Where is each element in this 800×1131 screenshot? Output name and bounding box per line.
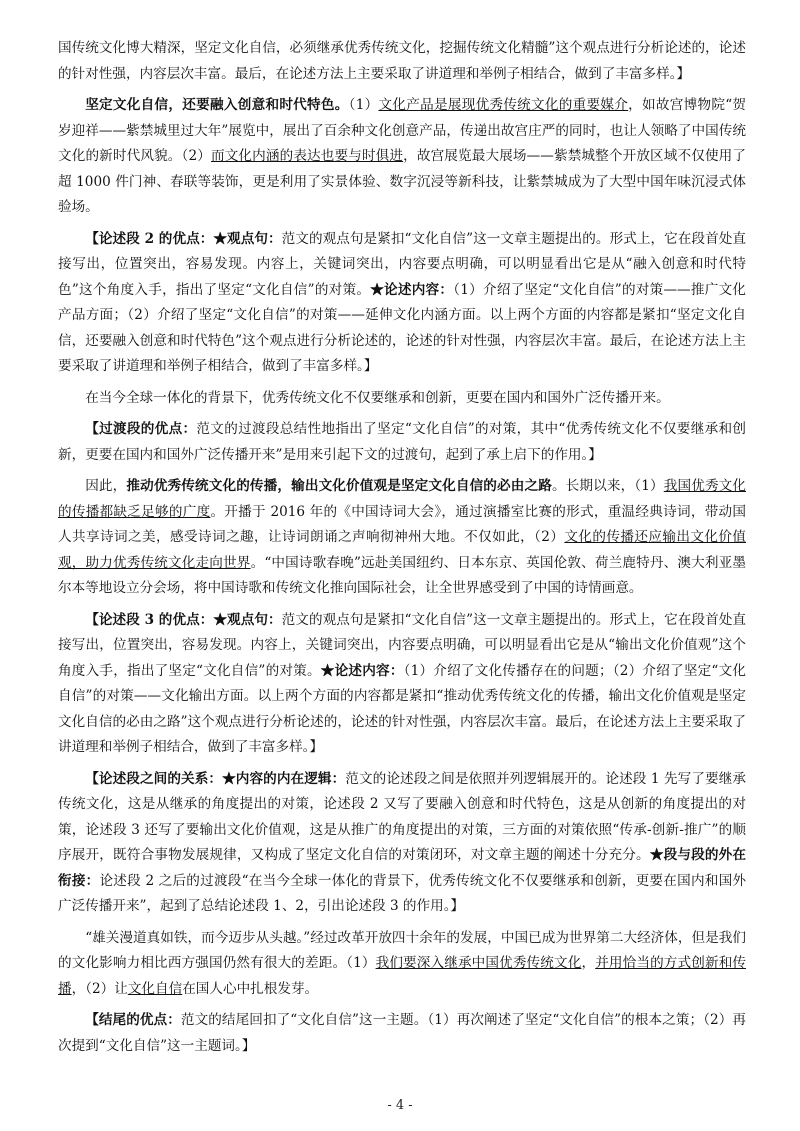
commentary-heading: 【论述段 2 的优点：★观点句： [85, 230, 282, 247]
commentary-heading: ★段与段的外在衔接： [58, 847, 747, 889]
text: 因此， [85, 478, 127, 494]
text: 。“中国诗歌春晚”远赴美国纽约、日本东京、英国伦敦、荷兰鹿特丹、澳大利亚墨尔本等地设立分会场，将中国诗歌和传统文化推向国际社会，让全世界感受到了中国的诗情画意。 [58, 554, 747, 596]
text: （1） [348, 97, 379, 113]
transition-commentary [58, 417, 746, 468]
underlined-point: 我们要深入继承中国优秀传统文化 [375, 955, 582, 971]
commentary-paragraph-3 [58, 608, 746, 761]
text: 范文的观点句是紧扣“文化自信”这一文章主题提出的。形式上，它在段首处直接写出，位置突出，容易发现。内容上，关键词突出，内容要点明确，可以明显看出它是从“融入创意和时代特色”这个角度入手，指出了坚定“文化自信”的对策。 [58, 230, 746, 298]
transition-paragraph [58, 386, 746, 412]
paragraph-1 [58, 36, 746, 87]
text: ，（2）让 [71, 980, 128, 997]
text: ，故宫展览最大展场——紫禁城整个开放区域不仅使用了超 1000 件门神、春联等装饰，更是利用了实景体验、数字沉浸等新科技，让紫禁城成为了大型中国年味沉浸式体验场。 [58, 148, 746, 215]
commentary-paragraph-2 [58, 227, 746, 380]
text: ， [581, 955, 596, 971]
argument-paragraph-2 [58, 93, 746, 221]
text: （1）介绍了坚定“文化自信”的对策——推广文化产品方面；（2）介绍了坚定“文化自信”的对策——延伸文化内涵方面。以上两个方面的内容都是紧扣“坚定文化自信，还要融入创意和时代特色”这个观点进行分析论述的，论述的针对性强，内容层次丰富。最后，在论述方法上主要采取了讲道理和举例子相结合，做到了丰富多样。】 [58, 281, 746, 374]
text: 范文的结尾回扣了“文化自信”这一主题。（1）再次阐述了坚定“文化自信”的根本之策；（2）再次提到“文化自信”这一主题词。】 [58, 1012, 747, 1054]
commentary-heading: ★论述内容： [370, 281, 454, 298]
underlined-point: 文化产品是展现优秀传统文化的重要媒介 [378, 97, 629, 113]
text: 在国人心中扎根发芽。 [182, 980, 319, 997]
topic-sentence: 推动优秀传统文化的传播，输出文化价值观是坚定文化自信的必由之路 [126, 478, 552, 494]
underlined-point: 文化自信 [127, 980, 183, 997]
commentary-heading: 【论述段 3 的优点：★观点句： [85, 611, 282, 628]
underlined-point: 并用恰当的方式创新和传播 [58, 955, 747, 997]
text: 在当今全球一体化的背景下，优秀传统文化不仅要继承和创新，更要在国内和国外广泛传播开来。 [85, 389, 670, 406]
topic-sentence: 坚定文化自信，还要融入创意和时代特色。 [85, 97, 349, 113]
document-body [58, 36, 746, 1065]
text: 。开播于 2016 年的《中国诗词大会》，通过演播室比赛的形式，重温经典诗词，带动国人共享诗词之美，感受诗词之趣，让诗词朗诵之声响彻神州大地。不仅如此，（2） [58, 503, 747, 545]
commentary-heading: 【结尾的优点： [85, 1012, 181, 1028]
commentary-heading: 【过渡段的优点： [85, 421, 197, 437]
underlined-point: 我国优秀文化的传播都缺乏足够的广度 [58, 478, 747, 520]
underlined-point: 文化的传播还应输出文化价值观，助力优秀传统文化走向世界 [58, 529, 746, 571]
text: 范文的论述段之间是依照并列逻辑展开的。论述段 1 先写了要继承传统文化，这是从继承的角度提出的对策，论述段 2 又写了要融入创意和时代特色，这是从创新的角度提出的对策，论述段 3 还写了要输出文化价值观，这是从推广的角度提出的对策，三方面的对策依照“传承-创新-推广”的顺序展开，既符合事物发展规律，又构成了坚定文化自信的对策闭环，对文章主题的阐述十分充分。 [58, 770, 746, 863]
conclusion-commentary [58, 1008, 746, 1059]
text: 范文的过渡段总结性地指出了坚定“文化自信”的对策，其中“优秀传统文化不仅要继承和创新，更要在国内和国外广泛传播开来”是用来引起下文的过渡句，起到了承上启下的作用。】 [58, 421, 746, 463]
underlined-point: 而文化内涵的表达也要与时俱进 [210, 148, 404, 164]
commentary-heading: 【论述段之间的关系：★内容的内在逻辑： [85, 770, 346, 787]
conclusion-paragraph [58, 926, 746, 1003]
text: “雄关漫道真如铁，而今迈步从头越。”经过改革开放四十余年的发展，中国已成为世界第二大经济体，但是我们的文化影响力相比西方强国仍然有很大的差距。（1） [58, 929, 746, 971]
text: 范文的观点句是紧扣“文化自信”这一文章主题提出的。形式上，它在段首处直接写出，位置突出，容易发现。内容上，关键词突出，内容要点明确，可以明显看出它是从“输出文化价值观”这个角度入手，指出了坚定“文化自信”的对策。 [58, 611, 746, 679]
text: 国传统文化博大精深，坚定文化自信，必须继承优秀传统文化，挖掘传统文化精髓”这个观点进行分析论述的，论述的针对性强，内容层次丰富。最后，在论述方法上主要采取了讲道理和举例子相结合，做到了丰富多样。】 [58, 40, 746, 82]
page-number: - 4 - [387, 1098, 413, 1113]
commentary-heading: ★论述内容： [320, 662, 404, 679]
text: 论述段 2 之后的过渡段“在当今全球一体化的背景下，优秀传统文化不仅要继承和创新，更要在国内和国外广泛传播开来”，起到了总结论述段 1、2，引出论述段 3 的作用。】 [58, 872, 746, 914]
relationship-commentary [58, 767, 746, 920]
argument-paragraph-3 [58, 474, 746, 602]
text: ，如故宫博物院“贺岁迎祥——紫禁城里过大年”展览中，展出了百余种文化创意产品，传递出故宫庄严的同时，也让人领略了中国传统文化的新时代风貌。（2） [58, 97, 747, 164]
text: （1）介绍了文化传播存在的问题；（2）介绍了坚定“文化自信”的对策——文化输出方面。以上两个方面的内容都是紧扣“推动优秀传统文化的传播，输出文化价值观是坚定文化自信的必由之路”这个观点进行分析论述的，论述的针对性强，内容层次丰富。最后，在论述方法上主要采取了讲道理和举例子相结合，做到了丰富多样。】 [58, 662, 746, 755]
text: 。长期以来，（1） [551, 478, 664, 494]
